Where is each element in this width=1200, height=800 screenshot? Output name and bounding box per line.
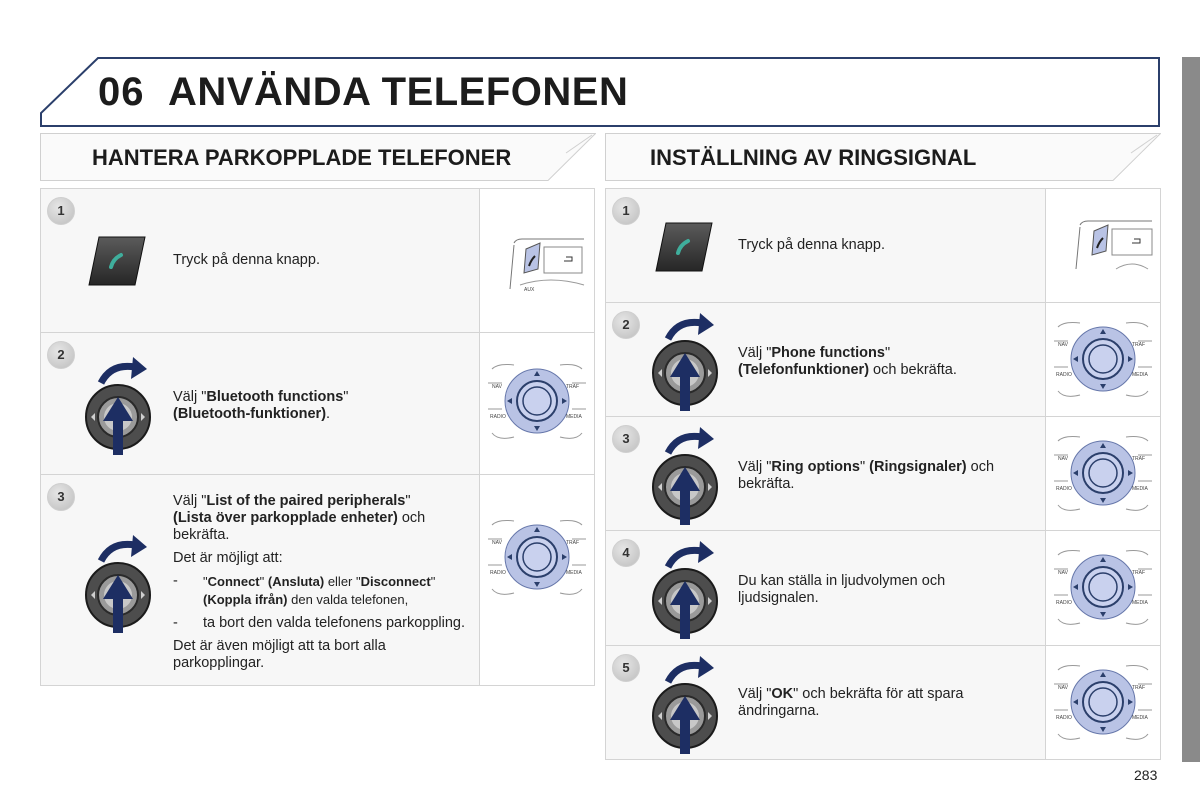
phone-button-icon — [654, 221, 714, 278]
rotary-knob-icon — [652, 541, 718, 646]
svg-text:TRAF: TRAF — [566, 384, 580, 390]
step-text: Välj "OK" och bekräfta för att spara ändringarna. — [738, 686, 964, 719]
step-number-badge: 1 — [612, 197, 640, 225]
svg-text:NAV: NAV — [492, 540, 502, 546]
step-number-badge: 2 — [612, 311, 640, 339]
svg-text:TRAF: TRAF — [566, 540, 580, 546]
control-panel-thumbnail — [479, 333, 594, 474]
left-step-3 — [40, 474, 595, 686]
right-heading-text: INSTÄLLNING AV RINGSIGNAL — [650, 145, 977, 170]
rotary-knob-icon — [652, 656, 718, 761]
svg-text:MEDIA: MEDIA — [1132, 600, 1148, 606]
right-step-1 — [605, 188, 1161, 303]
step-number-badge: 1 — [47, 197, 75, 225]
rotary-knob-icon — [85, 535, 151, 640]
svg-text:MEDIA: MEDIA — [566, 414, 582, 420]
step-text: Tryck på denna knapp. — [173, 252, 320, 268]
svg-text:RADIO: RADIO — [1056, 600, 1072, 606]
svg-text:MEDIA: MEDIA — [1132, 372, 1148, 378]
svg-text:RADIO: RADIO — [1056, 715, 1072, 721]
chapter-title: ANVÄNDA TELEFONEN — [168, 70, 629, 114]
control-panel-thumbnail — [1045, 646, 1160, 759]
step-text: Välj "Phone functions" (Telefonfunktioner) och bekräfta. — [738, 345, 957, 378]
svg-text:MEDIA: MEDIA — [566, 570, 582, 576]
svg-text:TRAF: TRAF — [1132, 456, 1146, 462]
left-step-2 — [40, 332, 595, 475]
step-number-badge: 3 — [612, 425, 640, 453]
page-number: 283 — [1134, 767, 1158, 783]
svg-text:NAV: NAV — [1058, 342, 1068, 348]
chapter-number: 06 — [98, 70, 145, 114]
step-text: Välj "List of the paired peripherals" (Lista över parkopplade enheter) och bekräfta. Det är möjligt att: - "Connect" (Ansluta) eller "Disconnect" (Koppla ifrån) den valda telefonen, - ta bort den valda telefonens parkoppling. Det är även möjligt att ta bort alla parkopplingar. — [173, 493, 473, 672]
side-tab — [1182, 57, 1200, 762]
svg-text:RADIO: RADIO — [490, 414, 506, 420]
step-text: Välj "Ring options" (Ringsignaler) och bekräfta. — [738, 459, 995, 492]
svg-text:NAV: NAV — [1058, 456, 1068, 462]
list-item: - "Connect" (Ansluta) eller "Disconnect" (Koppla ifrån) den valda telefonen, — [173, 573, 436, 607]
rotary-knob-icon — [85, 357, 151, 462]
step-text: Tryck på denna knapp. — [738, 237, 885, 253]
list-item: - ta bort den valda telefonens parkoppling. — [173, 615, 465, 631]
svg-text:RADIO: RADIO — [490, 570, 506, 576]
step-text: Välj "Bluetooth functions" (Bluetooth-funktioner). — [173, 389, 349, 422]
right-step-5 — [605, 645, 1161, 760]
dashboard-phone-button-thumbnail — [1045, 189, 1160, 302]
step-number-badge: 4 — [612, 539, 640, 567]
left-step-1 — [40, 188, 595, 333]
right-step-2 — [605, 302, 1161, 417]
svg-text:NAV: NAV — [1058, 685, 1068, 691]
right-step-3 — [605, 416, 1161, 531]
phone-button-icon — [87, 235, 147, 292]
step-number-badge: 2 — [47, 341, 75, 369]
control-panel-thumbnail — [479, 475, 594, 685]
step-number-badge: 5 — [612, 654, 640, 682]
dashboard-phone-button-thumbnail — [479, 189, 594, 332]
svg-text:NAV: NAV — [492, 384, 502, 390]
left-heading-text: HANTERA PARKOPPLADE TELEFONER — [92, 145, 512, 170]
control-panel-thumbnail — [1045, 417, 1160, 530]
right-section-heading — [605, 133, 1161, 181]
control-panel-thumbnail — [1045, 303, 1160, 416]
rotary-knob-icon — [652, 313, 718, 418]
svg-text:MEDIA: MEDIA — [1132, 715, 1148, 721]
step-number-badge: 3 — [47, 483, 75, 511]
control-panel-thumbnail — [1045, 531, 1160, 645]
intro-text: Det är möjligt att: — [173, 550, 283, 566]
svg-text:MEDIA: MEDIA — [1132, 486, 1148, 492]
svg-text:TRAF: TRAF — [1132, 342, 1146, 348]
svg-text:TRAF: TRAF — [1132, 685, 1146, 691]
step-text: Du kan ställa in ljudvolymen och ljudsignalen. — [738, 573, 946, 606]
right-step-4 — [605, 530, 1161, 646]
outro-text: Det är även möjligt att ta bort alla parkopplingar. — [173, 638, 386, 671]
svg-text:RADIO: RADIO — [1056, 486, 1072, 492]
svg-text:RADIO: RADIO — [1056, 372, 1072, 378]
svg-text:AUX: AUX — [524, 287, 535, 293]
left-section-heading — [40, 133, 596, 181]
rotary-knob-icon — [652, 427, 718, 532]
svg-text:TRAF: TRAF — [1132, 570, 1146, 576]
svg-text:NAV: NAV — [1058, 570, 1068, 576]
